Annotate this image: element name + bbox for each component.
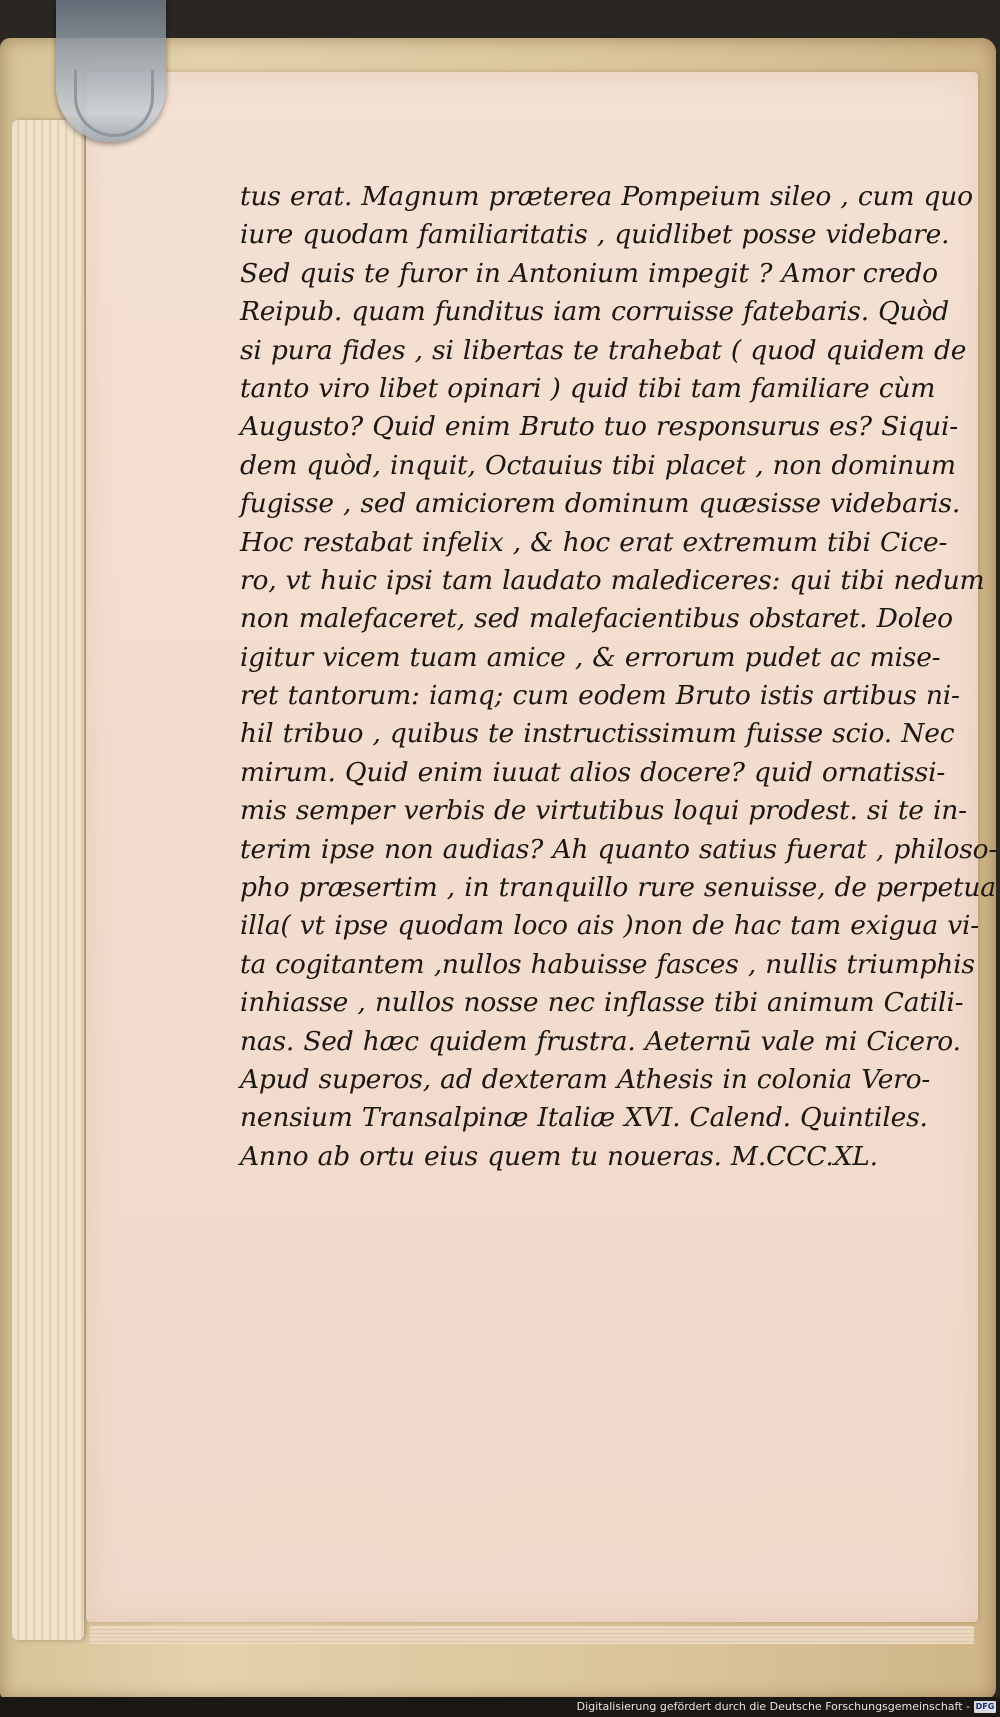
text-line: fugisse , sed amiciorem dominum quæsisse videbaris. — [240, 488, 961, 520]
text-line: mis semper verbis de virtutibus loqui prodest. si te in- — [240, 795, 967, 827]
text-line: mirum. Quid enim iuuat alios docere? quid ornatissi- — [240, 756, 946, 788]
text-line: Apud superos, ad dexteram Athesis in colonia Vero- — [240, 1063, 931, 1095]
text-line: si pura fides , si libertas te trahebat ( quod quidem de — [240, 334, 967, 366]
text-line: tus erat. Magnum præterea Pompeium sileo , cum quo — [240, 181, 973, 212]
text-line: terim ipse non audias? Ah quanto satius fuerat , philoso- — [240, 833, 998, 865]
dfg-logo-icon: DFG — [975, 1702, 995, 1711]
text-line: Anno ab ortu eius quem tu noueras. M.CCC.XL. — [240, 1140, 878, 1172]
text-line: ta cogitantem ,nullos habuisse fasces , nullis triumphis — [240, 948, 975, 980]
text-line: dem quòd, inquit, Octauius tibi placet , non dominum — [240, 449, 956, 481]
digitization-credit: Digitalisierung gefördert durch die Deutsche Forschungsgemeinschaft - — [576, 1700, 970, 1713]
text-line: ret tantorum: iamq; cum eodem Bruto istis artibus ni- — [240, 680, 960, 712]
text-line: igitur vicem tuam amice , & errorum pudet ac mise- — [240, 641, 941, 673]
text-line: Augusto? Quid enim Bruto tuo responsurus es? Siqui- — [240, 411, 958, 443]
page-edge-stack — [12, 120, 84, 1640]
text-line: non malefaceret, sed malefacientibus obstaret. Doleo — [240, 603, 953, 635]
text-line: nas. Sed hæc quidem frustra. Aeternū vale mi Cicero. — [240, 1025, 961, 1057]
text-line: Reipub. quam funditus iam corruisse fatebaris. Quòd — [240, 296, 950, 328]
text-line: tanto viro libet opinari ) quid tibi tam familiare cùm — [240, 372, 936, 404]
text-line: ro, vt huic ipsi tam laudato malediceres: qui tibi nedum — [240, 564, 985, 596]
text-line: iure quodam familiaritatis , quidlibet posse videbare. — [240, 219, 950, 251]
text-line: illa( vt ipse quodam loco ais )non de hac tam exigua vi- — [240, 910, 980, 942]
text-line: nensium Transalpinæ Italiæ XVI. Calend. Quintiles. — [240, 1102, 928, 1134]
text-line: Hoc restabat infelix , & hoc erat extremum tibi Cice- — [240, 526, 948, 558]
page-text-block — [240, 178, 998, 1176]
text-line: inhiasse , nullos nosse nec inflasse tibi animum Catili- — [240, 987, 964, 1019]
text-line: hil tribuo , quibus te instructissimum fuisse scio. Nec — [240, 718, 955, 750]
text-line: pho præsertim , in tranquillo rure senuisse, de perpetua — [240, 872, 996, 904]
text-line: Sed quis te furor in Antonium impegit ? Amor credo — [240, 257, 938, 289]
page-bottom-edge — [90, 1626, 974, 1644]
